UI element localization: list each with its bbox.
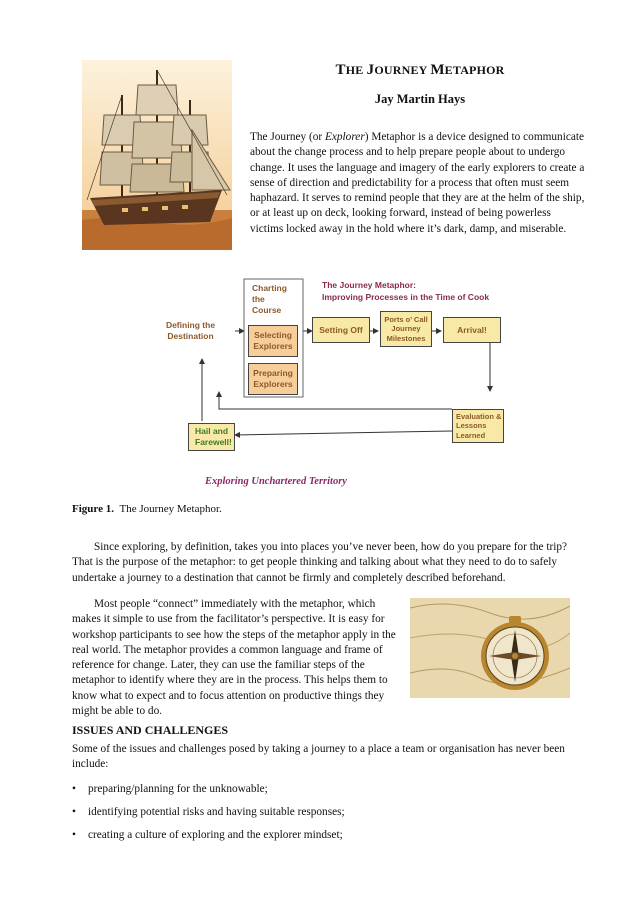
list-item: • creating a culture of exploring and the explorer mindset; bbox=[72, 829, 343, 841]
box-preparing-explorers: Preparing Explorers bbox=[248, 363, 298, 395]
box-ports-of-call: Ports o’ Call Journey Milestones bbox=[380, 311, 432, 347]
box-charting-course: Charting the Course bbox=[252, 282, 287, 315]
intro-paragraph: The Journey (or Explorer) Metaphor is a device designed to communicate about the change process and to help prepare people about to undergo change. It uses the language and imagery of the early explorers to create a sense of direction and predictability for a process that often must seem haphazard. It serves to remind people that they are at the helm of the ship, or at least up on deck, looking forward, instead of being powerless victims locked away in the hold where it’s dark, damp, and miserable. bbox=[250, 131, 585, 235]
document-title: THE JOURNEY METAPHOR bbox=[335, 62, 505, 78]
box-arrival: Arrival! bbox=[443, 317, 501, 343]
box-selecting-explorers: Selecting Explorers bbox=[248, 325, 298, 357]
author-name: Jay Martin Hays bbox=[374, 92, 466, 106]
diagram-title: The Journey Metaphor: Improving Processes in the Time of Cook bbox=[322, 280, 490, 302]
figure-caption: Figure 1. The Journey Metaphor. bbox=[72, 503, 222, 515]
box-evaluation-lessons: Evaluation & Lessons Learned bbox=[452, 409, 504, 443]
box-hail-farewell: Hail and Farewell! bbox=[188, 423, 235, 451]
paragraph-issues-intro: Some of the issues and challenges posed by taking a journey to a place a team or organisation has never been include: bbox=[72, 743, 565, 771]
compass-image bbox=[410, 598, 570, 698]
sailing-ship-image bbox=[82, 60, 232, 250]
bullet-icon: • bbox=[72, 829, 76, 841]
box-setting-off: Setting Off bbox=[312, 317, 370, 343]
bullet-icon: • bbox=[72, 783, 76, 795]
diagram-connectors bbox=[140, 275, 510, 495]
bullet-icon: • bbox=[72, 806, 76, 818]
paragraph-exploring: Since exploring, by definition, takes you into places you’ve never been, how do you prepare for the trip? That is the purpose of the metaphor: to get people thinking and talking about what they need to do to safely undertake a journey to a destination that cannot be firmly and completely described beforehand. bbox=[72, 541, 568, 584]
paragraph-connect: Most people “connect” immediately with the metaphor, which makes it simple to use from the facilitator’s perspective. It is easy for workshop participants to see how the steps of the metaphor apply in the real world. The metaphor provides a common language and frame of reference for change. Later, they can use the familiar steps of the metaphor to identify where they are in the process. This helps them to know what to expect and to focus attention on productive things they might be able to do. bbox=[72, 598, 396, 718]
list-item: • preparing/planning for the unknowable; bbox=[72, 783, 268, 795]
section-heading-issues: ISSUES AND CHALLENGES bbox=[72, 723, 229, 737]
issues-list bbox=[72, 782, 572, 851]
diagram-footer: Exploring Unchartered Territory bbox=[205, 476, 347, 487]
list-item: • identifying potential risks and having suitable responses; bbox=[72, 806, 345, 818]
arrow-to-hail bbox=[235, 431, 452, 435]
journey-diagram bbox=[140, 275, 510, 495]
box-defining-destination: Defining the Destination bbox=[165, 320, 216, 341]
